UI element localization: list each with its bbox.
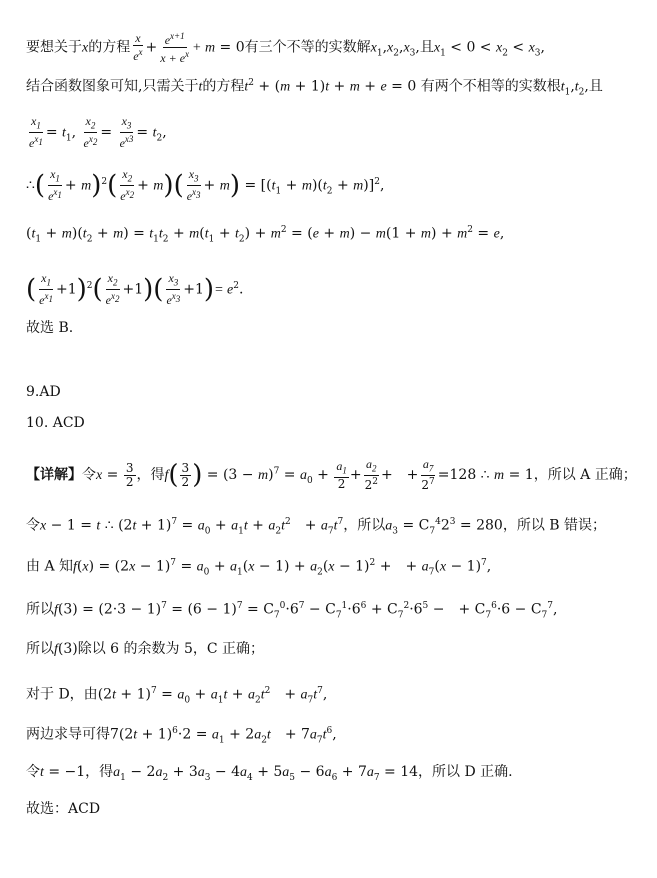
- text: ,且: [415, 39, 434, 56]
- text: 令: [26, 764, 40, 780]
- solution-line-5: $(t_1 + m)(t_2 + m) = t_1t_2 + m(t_1 + t_2) + m^2 = (e + m) - m(1 + m) + m^2 = e$,: [26, 225, 505, 245]
- text: 有三个不等的实数解: [244, 39, 371, 56]
- text: 令: [26, 517, 40, 534]
- text: = e: [214, 282, 234, 298]
- detail-line-2: 令x − 1 = t ∴ $(2t + 1)^7 = a_0 + a_1t + a_2t^2 + a_7t^7$，所以$a_3 = C_7^42^3 = 280$，所以 B 错误；: [26, 517, 607, 537]
- answer-b: 故选 B.: [26, 320, 74, 336]
- text: ，得: [85, 764, 114, 780]
- text: ，所以 D 正确.: [418, 764, 513, 780]
- text: 结合函数图象可知,只需关于: [26, 78, 199, 95]
- text: ，所以 B 错误；: [502, 517, 607, 534]
- text: 要想关于: [26, 39, 82, 56]
- solution-line-1: 要想关于x的方程 $\frac{x}{e^x}$ + $\frac{e^{x+1}}{x + e^x}$ + m = 0有三个不等的实数解$x_1,x_2,x_3$,且$x_1 < 0 < x_2 < x_3$,: [26, 31, 545, 65]
- text: ，得: [136, 467, 165, 484]
- text: 两边求导可得: [26, 726, 110, 743]
- detail-line-7: 两边求导可得$7(2t + 1)^6\cdot 2 = a_1 + 2a_2t + 7a_7t^6$,: [26, 726, 337, 746]
- solution-line-3: $\frac{x_1}{e^{x_1}}$ = $t_1$, $\frac{x_2}{e^{x_2}}$ = $\frac{x_3}{e^{x3}}$ = $t_2$,: [29, 114, 167, 151]
- text: 令: [82, 467, 96, 484]
- detail-line-8: 令t = −1，得$a_1 - 2a_2 + 3a_3 - 4a_4 + 5a_5 - 6a_6 + 7a_7 = 14$，所以 D 正确.: [26, 764, 513, 783]
- text: ,且: [584, 78, 603, 95]
- detail-tag: 【详解】: [26, 467, 82, 484]
- question-9-answer: 9.AD: [26, 384, 61, 400]
- text: 对于 D，由: [26, 686, 98, 703]
- text: 的方程: [88, 39, 131, 56]
- text: 的方程: [202, 78, 245, 95]
- text: 有两个不相等的实数根: [420, 78, 561, 95]
- detail-line-3: 由 A 知$f(x) = (2x - 1)^7 = a_0 + a_1(x - 1) + a_2(x - 1)^2$ + + $a_7(x - 1)^7$,: [26, 558, 492, 578]
- solution-line-4: ∴( $\frac{x_1}{e^{x_1}}$ + m)$^2$( $\frac{x_2}{e^{x_2}}$ + m)( $\frac{x_3}{e^{x_3}}$ + $m) = [(t_1 + m)(t_2 + m)]^2$,: [26, 167, 385, 204]
- question-10-answer: 10. ACD: [26, 415, 85, 431]
- text: 由 A 知: [26, 558, 74, 575]
- text: 所以: [26, 641, 54, 657]
- detail-line-4: 所以$f(3) = (2\cdot 3 - 1)^7 = (6 - 1)^7 = C_7^0\cdot 6^7 - C_7^1\cdot 6^6 + C_7^2\cdot 6^5$ − + $C_7^6\cdot 6 - C_7^7$,: [26, 601, 558, 621]
- text: ，所以 A 正确；: [533, 467, 637, 484]
- text: 所以: [26, 601, 54, 618]
- solution-line-6: ( $\frac{x_1}{e^{x_1}}$ +1)$^2$( $\frac{x_2}{e^{x_2}}$ +1)( $\frac{x_3}{e^{x_3}}$ $+1)= e^2$.: [26, 271, 244, 308]
- solution-line-2: 结合函数图象可知,只需关于t的方程$t^2 + (m + 1)t + m + e = 0$ 有两个不相等的实数根$t_1,t_2$,且: [26, 78, 603, 98]
- detail-line-1: 【详解】令x = $\frac{3}{2}$ ，得f( $\frac{3}{2}$ ) = $(3 - m)^7 = a_0$ + $\frac{a_1}{2}$ + $\frac{a_2}{2^2}$ + + $\frac{a_7}{2^7}$ =128 ∴ m = 1，所以 A 正确；: [26, 457, 637, 493]
- final-answer: 故选：ACD: [26, 801, 101, 817]
- text: ，所以: [343, 517, 386, 534]
- detail-line-6: 对于 D，由$(2t + 1)^7 = a_0 + a_1t + a_2t^2 + a_7t^7$,: [26, 686, 328, 706]
- detail-line-5: 所以f(3)除以 6 的余数为 5，C 正确；: [26, 641, 265, 657]
- text: 除以 6 的余数为 5，C 正确；: [77, 641, 265, 657]
